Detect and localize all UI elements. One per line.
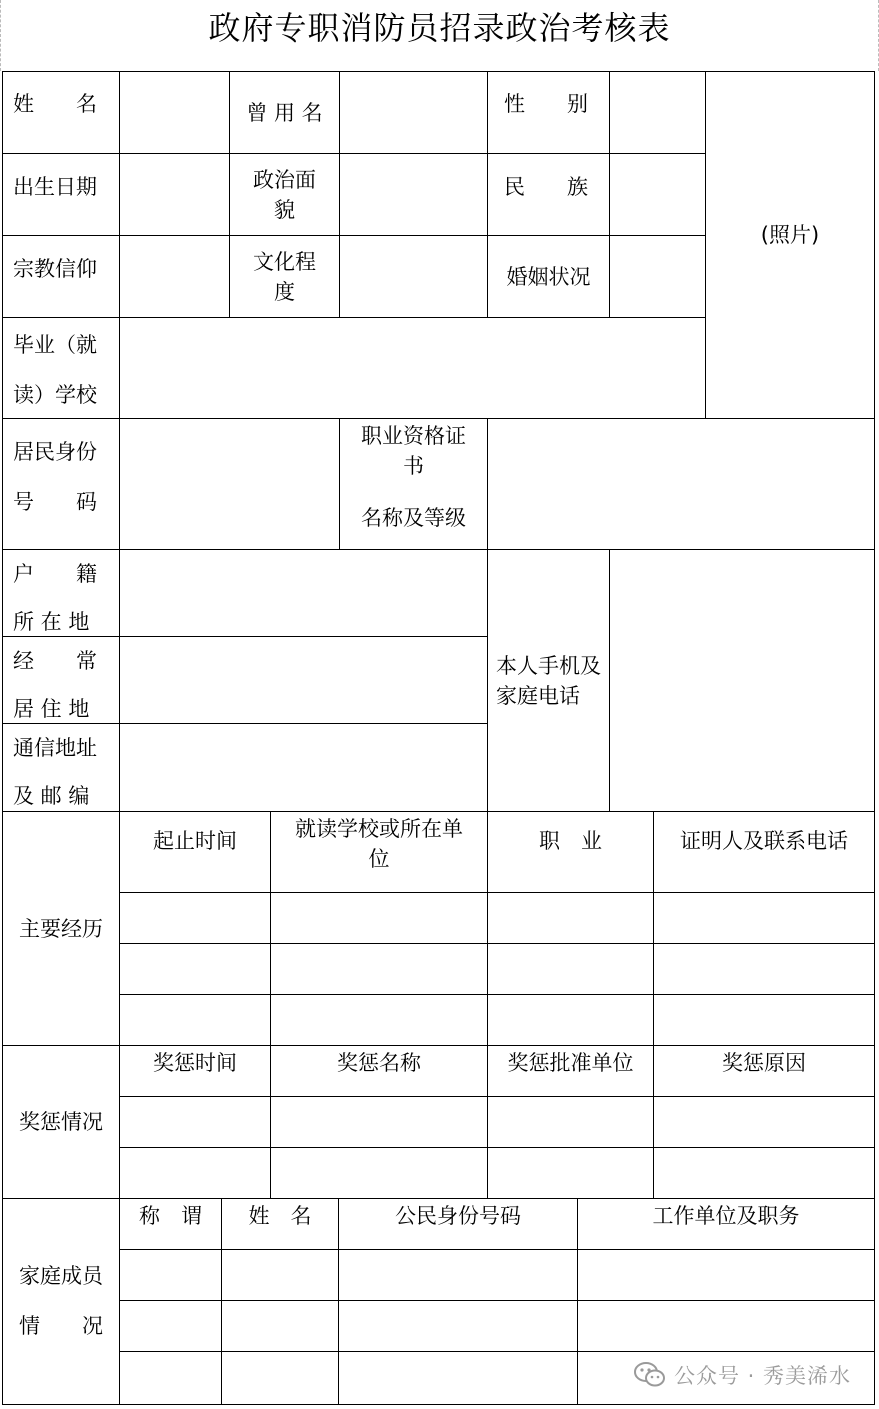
label-name: 姓 名 xyxy=(2,71,120,154)
header-family-work: 工作单位及职务 xyxy=(577,1198,875,1250)
reward-cell[interactable] xyxy=(653,1096,875,1148)
field-id-number[interactable] xyxy=(119,418,340,550)
reward-cell[interactable] xyxy=(119,1147,271,1199)
field-education[interactable] xyxy=(339,235,488,318)
field-certificate[interactable] xyxy=(487,418,875,550)
field-mail-address[interactable] xyxy=(119,723,488,812)
reward-cell[interactable] xyxy=(270,1147,488,1199)
label-school: 毕业（就 读）学校 xyxy=(2,317,120,419)
exp-cell[interactable] xyxy=(270,892,488,944)
header-exp-witness: 证明人及联系电话 xyxy=(653,811,875,893)
header-family-id: 公民身份号码 xyxy=(338,1198,578,1250)
exp-cell[interactable] xyxy=(487,943,654,995)
label-birth: 出生日期 xyxy=(2,153,120,236)
family-cell[interactable] xyxy=(119,1300,222,1352)
family-cell[interactable] xyxy=(338,1249,578,1301)
exp-cell[interactable] xyxy=(270,943,488,995)
field-gender[interactable] xyxy=(609,71,706,154)
exp-cell[interactable] xyxy=(653,994,875,1046)
header-family-name: 姓 名 xyxy=(221,1198,339,1250)
reward-cell[interactable] xyxy=(487,1096,654,1148)
field-residence[interactable] xyxy=(119,636,488,724)
header-exp-time: 起止时间 xyxy=(119,811,271,893)
family-cell[interactable] xyxy=(577,1300,875,1352)
exp-cell[interactable] xyxy=(270,994,488,1046)
label-hukou: 户 籍 所 在 地 xyxy=(2,549,120,637)
label-former-name: 曾 用 名 xyxy=(229,71,340,154)
reward-cell[interactable] xyxy=(487,1147,654,1199)
field-former-name[interactable] xyxy=(339,71,488,154)
field-school[interactable] xyxy=(119,317,706,419)
family-cell[interactable] xyxy=(119,1351,222,1405)
header-reward-time: 奖惩时间 xyxy=(119,1045,271,1097)
exp-cell[interactable] xyxy=(119,994,271,1046)
label-mail-address: 通信地址 及 邮 编 xyxy=(2,723,120,812)
field-marital[interactable] xyxy=(609,235,706,318)
family-cell[interactable] xyxy=(221,1300,339,1352)
header-exp-school: 就读学校或所在单位 xyxy=(270,811,488,893)
reward-cell[interactable] xyxy=(119,1096,271,1148)
field-phone[interactable] xyxy=(609,549,875,812)
exp-cell[interactable] xyxy=(487,892,654,944)
photo-box[interactable]: (照片) xyxy=(705,71,875,419)
label-phone: 本人手机及家庭电话 xyxy=(487,549,610,812)
exp-cell[interactable] xyxy=(653,943,875,995)
exp-cell[interactable] xyxy=(119,943,271,995)
field-religion[interactable] xyxy=(119,235,230,318)
form-title: 政府专职消防员招录政治考核表 xyxy=(208,9,671,47)
label-id-number: 居民身份 号 码 xyxy=(2,418,120,550)
reward-cell[interactable] xyxy=(270,1096,488,1148)
header-family-relation: 称 谓 xyxy=(119,1198,222,1250)
family-cell[interactable] xyxy=(221,1351,339,1405)
family-cell[interactable] xyxy=(338,1351,578,1405)
label-ethnic: 民 族 xyxy=(487,153,610,236)
wechat-icon xyxy=(634,1362,666,1388)
label-marital: 婚姻状况 xyxy=(487,235,610,318)
family-cell[interactable] xyxy=(338,1300,578,1352)
header-reward-reason: 奖惩原因 xyxy=(653,1045,875,1097)
label-certificate: 职业资格证书 名称及等级 xyxy=(339,418,488,550)
family-cell[interactable] xyxy=(577,1249,875,1301)
field-birth[interactable] xyxy=(119,153,230,236)
family-cell[interactable] xyxy=(221,1249,339,1301)
family-cell[interactable] xyxy=(119,1249,222,1301)
label-family: 家庭成员 情 况 xyxy=(2,1198,120,1405)
label-religion: 宗教信仰 xyxy=(2,235,120,318)
header-reward-name: 奖惩名称 xyxy=(270,1045,488,1097)
header-exp-job: 职 业 xyxy=(487,811,654,893)
label-education: 文化程度 xyxy=(229,235,340,318)
reward-cell[interactable] xyxy=(653,1147,875,1199)
label-rewards: 奖惩情况 xyxy=(2,1045,120,1199)
field-hukou[interactable] xyxy=(119,549,488,637)
header-reward-unit: 奖惩批准单位 xyxy=(487,1045,654,1097)
exp-cell[interactable] xyxy=(119,892,271,944)
field-ethnic[interactable] xyxy=(609,153,706,236)
watermark: 公众号 · 秀美浠水 xyxy=(634,1360,851,1390)
label-residence: 经 常 居 住 地 xyxy=(2,636,120,724)
exp-cell[interactable] xyxy=(653,892,875,944)
exp-cell[interactable] xyxy=(487,994,654,1046)
field-political[interactable] xyxy=(339,153,488,236)
field-name[interactable] xyxy=(119,71,230,154)
label-gender: 性 别 xyxy=(487,71,610,154)
label-political: 政治面貌 xyxy=(229,153,340,236)
label-experience: 主要经历 xyxy=(2,811,120,1046)
